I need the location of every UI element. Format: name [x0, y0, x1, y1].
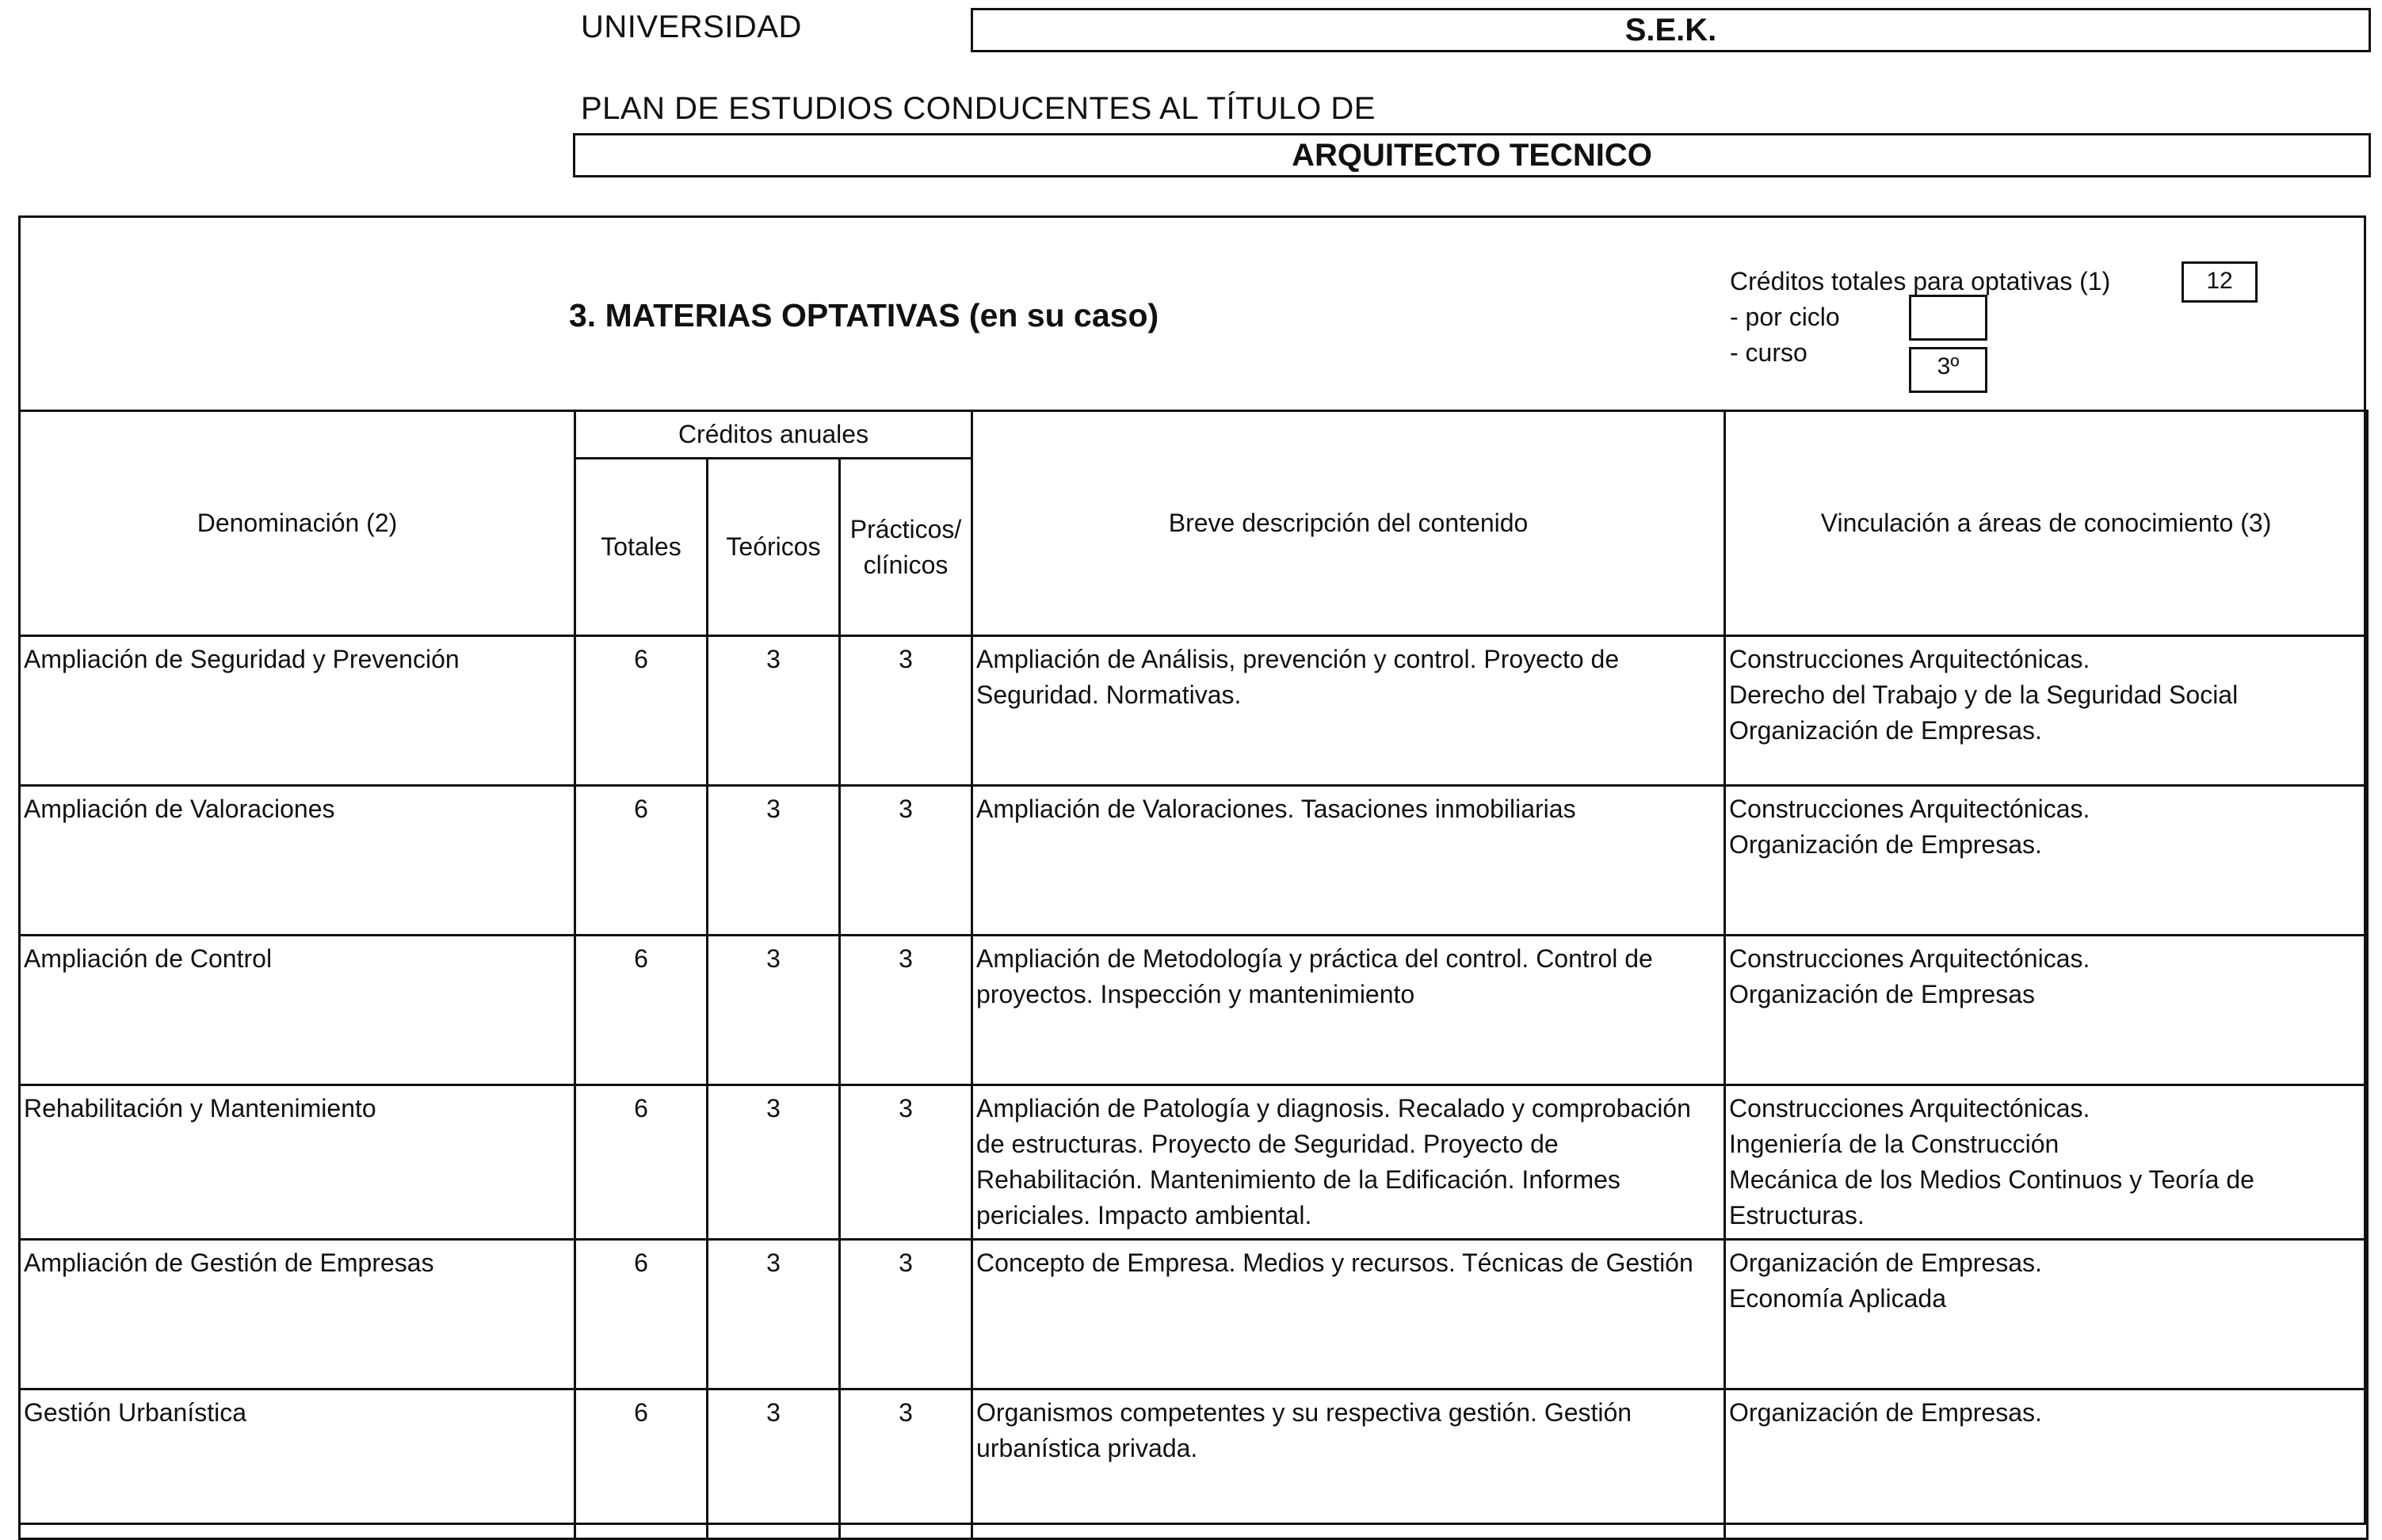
credits-total-box: 12: [2182, 261, 2258, 303]
credits-totales: 6: [575, 1240, 708, 1389]
subject-description: Concepto de Empresa. Medios y recursos. Técnicas de Gestión: [972, 1240, 1725, 1389]
knowledge-areas: [1725, 1240, 2368, 1389]
subject-description: Organismos competentes y su respectiva gestión. Gestión urbanística privada.: [972, 1389, 1725, 1539]
credits-totales: 6: [575, 636, 708, 786]
credits-practicos: 3: [840, 1389, 972, 1539]
knowledge-areas: [1725, 1389, 2368, 1539]
credits-practicos: 3: [840, 936, 972, 1085]
table-row: [20, 936, 2368, 1085]
knowledge-area-item: Construcciones Arquitectónicas.: [1729, 944, 2090, 973]
knowledge-area-item: Organización de Empresas.: [1729, 830, 2042, 859]
knowledge-area-item: Construcciones Arquitectónicas.: [1729, 795, 2090, 823]
table-row: [20, 636, 2368, 786]
table-row: [20, 1240, 2368, 1389]
credits-total-label: Créditos totales para optativas (1): [1730, 267, 2111, 295]
subject-name: Ampliación de Control: [20, 936, 575, 1085]
subjects-table-body: [20, 636, 2368, 1539]
credits-totales: 6: [575, 1085, 708, 1240]
subject-name: Ampliación de Valoraciones: [20, 786, 575, 936]
knowledge-areas: [1725, 636, 2368, 786]
subject-name: Ampliación de Seguridad y Prevención: [20, 636, 575, 786]
knowledge-area-item: Economía Aplicada: [1729, 1284, 1946, 1313]
knowledge-areas: [1725, 1085, 2368, 1240]
degree-box: ARQUITECTO TECNICO: [573, 133, 2371, 177]
credits-teoricos: 3: [708, 636, 840, 786]
subject-name: Gestión Urbanística: [20, 1389, 575, 1539]
header-descripcion: Breve descripción del contenido: [972, 411, 1725, 636]
table-row: [20, 786, 2368, 936]
knowledge-area-item: Construcciones Arquitectónicas.: [1729, 1094, 2090, 1123]
subject-description: Ampliación de Valoraciones. Tasaciones inmobiliarias: [972, 786, 1725, 936]
course-label: - curso: [1730, 338, 1807, 367]
university-name-box: S.E.K.: [971, 8, 2371, 52]
knowledge-area-item: Mecánica de los Medios Continuos y Teoría de Estructuras.: [1729, 1165, 2254, 1229]
credits-teoricos: 3: [708, 1240, 840, 1389]
header-creditos-anuales: Créditos anuales: [575, 411, 972, 459]
knowledge-area-item: Derecho del Trabajo y de la Seguridad Social: [1729, 680, 2239, 709]
knowledge-area-item: Organización de Empresas.: [1729, 716, 2042, 745]
credits-totales: 6: [575, 936, 708, 1085]
subject-description: Ampliación de Patología y diagnosis. Recalado y comprobación de estructuras. Proyecto de Seguridad. Proyecto de Rehabilitación. Mantenimiento de la Edificación. Informes periciales. Impacto ambiental.: [972, 1085, 1725, 1240]
per-cycle-box: [1909, 295, 1987, 341]
header-denominacion: Denominación (2): [20, 411, 575, 636]
subject-name: Ampliación de Gestión de Empresas: [20, 1240, 575, 1389]
subject-name: Rehabilitación y Mantenimiento: [20, 1085, 575, 1240]
credits-teoricos: 3: [708, 786, 840, 936]
credits-totales: 6: [575, 1389, 708, 1539]
knowledge-areas: [1725, 936, 2368, 1085]
subjects-table: [18, 410, 2369, 1540]
header-vinculacion: Vinculación a áreas de conocimiento (3): [1725, 411, 2368, 636]
header-totales: Totales: [575, 459, 708, 636]
credits-teoricos: 3: [708, 1085, 840, 1240]
subject-description: Ampliación de Análisis, prevención y control. Proyecto de Seguridad. Normativas.: [972, 636, 1725, 786]
table-row: [20, 1085, 2368, 1240]
credits-practicos: 3: [840, 636, 972, 786]
credits-practicos: 3: [840, 1085, 972, 1240]
course-box: 3º: [1909, 347, 1987, 393]
credits-teoricos: 3: [708, 936, 840, 1085]
table-row: [20, 1389, 2368, 1539]
header-practicos: Prácticos/ clínicos: [840, 459, 972, 636]
knowledge-area-item: Construcciones Arquitectónicas.: [1729, 645, 2090, 673]
plan-label: PLAN DE ESTUDIOS CONDUCENTES AL TÍTULO DE: [581, 91, 1376, 126]
knowledge-area-item: Ingeniería de la Construcción: [1729, 1130, 2059, 1158]
credits-practicos: 3: [840, 1240, 972, 1389]
header-teoricos: Teóricos: [708, 459, 840, 636]
knowledge-areas: [1725, 786, 2368, 936]
credits-teoricos: 3: [708, 1389, 840, 1539]
knowledge-area-item: Organización de Empresas.: [1729, 1398, 2042, 1427]
credits-totales: 6: [575, 786, 708, 936]
university-label: UNIVERSIDAD: [581, 10, 802, 44]
credits-practicos: 3: [840, 786, 972, 936]
subject-description: Ampliación de Metodología y práctica del control. Control de proyectos. Inspección y mantenimiento: [972, 936, 1725, 1085]
knowledge-area-item: Organización de Empresas: [1729, 980, 2035, 1008]
knowledge-area-item: Organización de Empresas.: [1729, 1248, 2042, 1277]
per-cycle-label: - por ciclo: [1730, 303, 1840, 331]
section-title: 3. MATERIAS OPTATIVAS (en su caso): [569, 297, 1159, 334]
